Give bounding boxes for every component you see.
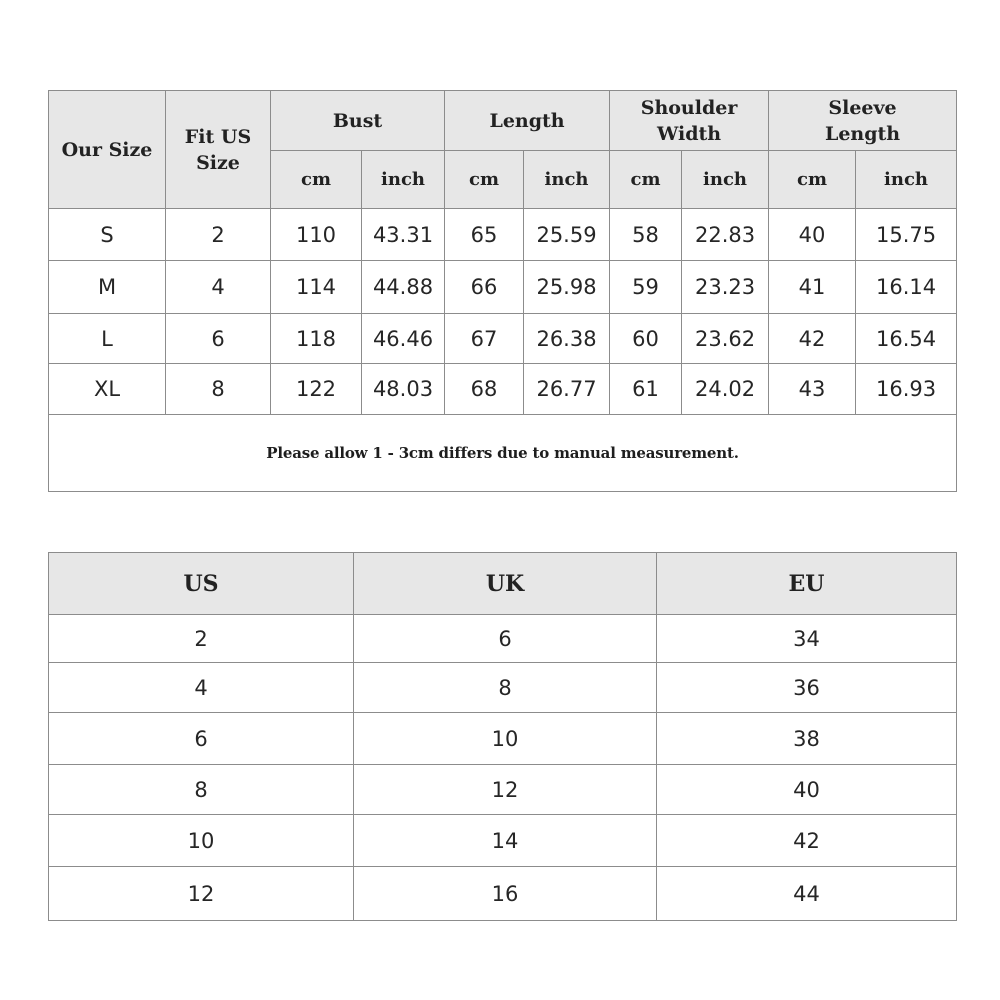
cell-us: 10 — [49, 815, 354, 867]
table-row — [49, 209, 957, 261]
cell-uk: 6 — [354, 615, 657, 663]
header-uk: UK — [354, 553, 657, 615]
cell-eu: 38 — [657, 713, 957, 765]
cell-us: 12 — [49, 867, 354, 921]
cell-bust-cm: 122 — [271, 364, 362, 415]
cell-eu: 36 — [657, 663, 957, 713]
cell-length-cm: 66 — [445, 261, 524, 314]
cell-shoulder-inch: 23.23 — [682, 261, 769, 314]
table-row — [49, 615, 957, 663]
cell-shoulder-inch: 23.62 — [682, 314, 769, 364]
cell-length-inch: 25.98 — [524, 261, 610, 314]
cell-bust-inch: 46.46 — [362, 314, 445, 364]
size-conversion-table — [48, 552, 957, 921]
table-row — [49, 261, 957, 314]
table-row — [49, 713, 957, 765]
cell-uk: 16 — [354, 867, 657, 921]
cell-sleeve-cm: 41 — [769, 261, 856, 314]
cell-us: 8 — [49, 765, 354, 815]
size-chart-table — [48, 90, 957, 492]
cell-sleeve-inch: 16.93 — [856, 364, 957, 415]
cell-eu: 42 — [657, 815, 957, 867]
header-fit-us-size-label: Fit US Size — [184, 125, 252, 174]
unit-sleeve-inch: inch — [856, 151, 957, 209]
table-row — [49, 314, 957, 364]
cell-eu: 40 — [657, 765, 957, 815]
cell-bust-cm: 110 — [271, 209, 362, 261]
cell-sleeve-cm: 43 — [769, 364, 856, 415]
cell-us: 8 — [166, 364, 271, 415]
unit-length-inch: inch — [524, 151, 610, 209]
cell-sleeve-inch: 16.14 — [856, 261, 957, 314]
cell-uk: 12 — [354, 765, 657, 815]
table-row — [49, 765, 957, 815]
cell-shoulder-cm: 61 — [610, 364, 682, 415]
cell-bust-inch: 43.31 — [362, 209, 445, 261]
cell-size: S — [49, 209, 166, 261]
cell-length-cm: 67 — [445, 314, 524, 364]
cell-shoulder-cm: 59 — [610, 261, 682, 314]
cell-uk: 8 — [354, 663, 657, 713]
unit-length-cm: cm — [445, 151, 524, 209]
size-chart-header-row — [49, 91, 957, 151]
cell-size: XL — [49, 364, 166, 415]
cell-size: L — [49, 314, 166, 364]
cell-length-inch: 26.77 — [524, 364, 610, 415]
cell-us: 2 — [49, 615, 354, 663]
cell-shoulder-inch: 24.02 — [682, 364, 769, 415]
cell-bust-inch: 44.88 — [362, 261, 445, 314]
cell-us: 4 — [49, 663, 354, 713]
unit-bust-cm: cm — [271, 151, 362, 209]
header-fit-us-size — [166, 91, 271, 209]
header-length: Length — [445, 91, 610, 151]
cell-length-inch: 25.59 — [524, 209, 610, 261]
cell-us: 4 — [166, 261, 271, 314]
cell-us: 2 — [166, 209, 271, 261]
unit-bust-inch: inch — [362, 151, 445, 209]
header-shoulder-width-label: Shoulder Width — [640, 96, 738, 145]
cell-sleeve-inch: 15.75 — [856, 209, 957, 261]
header-us: US — [49, 553, 354, 615]
cell-shoulder-cm: 60 — [610, 314, 682, 364]
cell-length-cm: 65 — [445, 209, 524, 261]
cell-sleeve-inch: 16.54 — [856, 314, 957, 364]
cell-us: 6 — [49, 713, 354, 765]
cell-bust-inch: 48.03 — [362, 364, 445, 415]
cell-sleeve-cm: 40 — [769, 209, 856, 261]
header-our-size: Our Size — [49, 91, 166, 209]
cell-bust-cm: 114 — [271, 261, 362, 314]
cell-shoulder-inch: 22.83 — [682, 209, 769, 261]
header-eu: EU — [657, 553, 957, 615]
cell-eu: 34 — [657, 615, 957, 663]
header-shoulder-width — [610, 91, 769, 151]
measurement-note: Please allow 1 - 3cm differs due to manual measurement. — [49, 415, 957, 492]
table-row — [49, 663, 957, 713]
cell-size: M — [49, 261, 166, 314]
header-sleeve-length — [769, 91, 957, 151]
table-row — [49, 364, 957, 415]
table-row — [49, 815, 957, 867]
cell-length-inch: 26.38 — [524, 314, 610, 364]
cell-length-cm: 68 — [445, 364, 524, 415]
cell-shoulder-cm: 58 — [610, 209, 682, 261]
cell-bust-cm: 118 — [271, 314, 362, 364]
table-row — [49, 867, 957, 921]
note-row — [49, 415, 957, 492]
cell-sleeve-cm: 42 — [769, 314, 856, 364]
cell-us: 6 — [166, 314, 271, 364]
header-sleeve-length-label: Sleeve Length — [824, 96, 901, 145]
unit-shoulder-inch: inch — [682, 151, 769, 209]
cell-uk: 14 — [354, 815, 657, 867]
header-bust: Bust — [271, 91, 445, 151]
conversion-header-row — [49, 553, 957, 615]
cell-eu: 44 — [657, 867, 957, 921]
unit-shoulder-cm: cm — [610, 151, 682, 209]
cell-uk: 10 — [354, 713, 657, 765]
unit-sleeve-cm: cm — [769, 151, 856, 209]
